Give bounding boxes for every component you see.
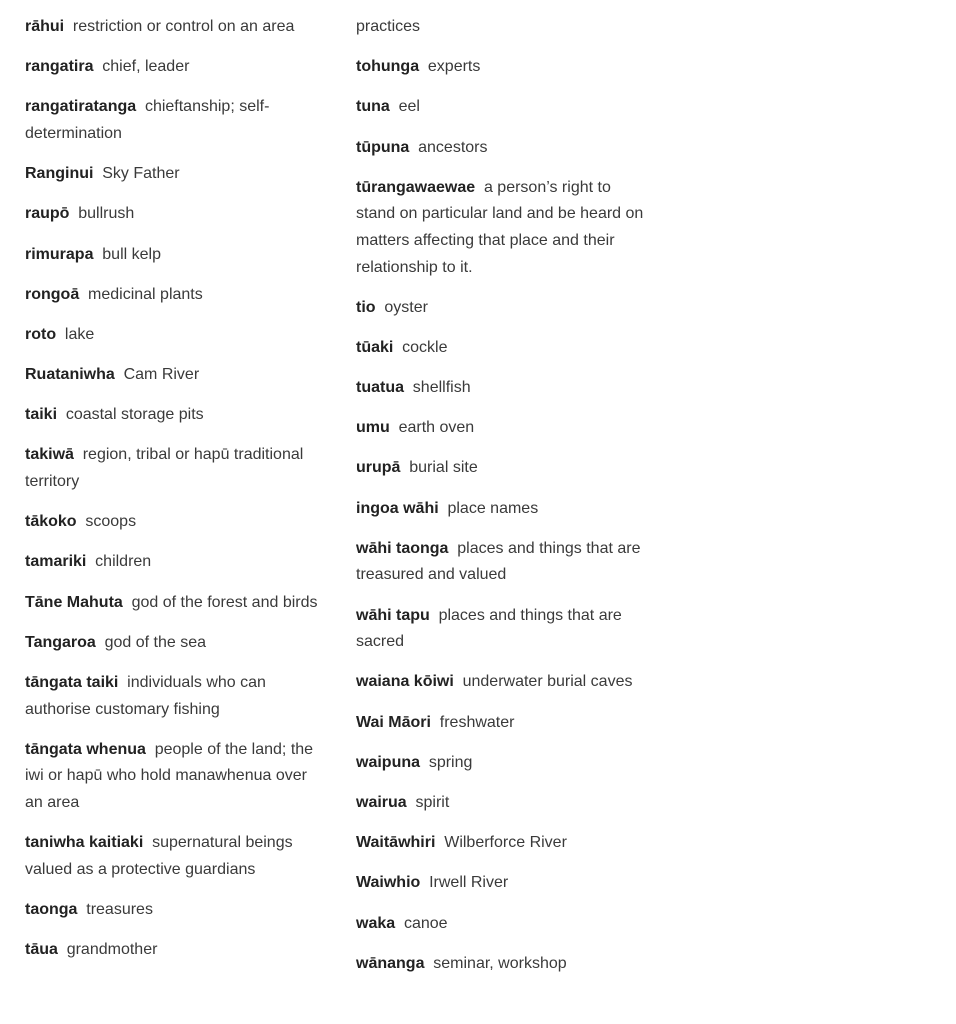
glossary-entry [25,201,325,228]
glossary-definition: spring [428,753,473,771]
glossary-term: rāhui [25,18,65,35]
glossary-definition: god of the sea [104,633,207,651]
glossary-entry [356,135,646,162]
glossary-definition: individuals who can authorise customary fishing [25,674,266,718]
glossary-entry [356,536,646,589]
glossary-definition: region, tribal or hapū traditional territory [25,446,304,491]
glossary-term: wāhi tapu [356,606,430,624]
glossary-entry [356,830,646,857]
glossary-term: roto [25,325,57,343]
glossary-definition: places and things that are treasured and valued [356,539,641,584]
glossary-entry [356,295,646,322]
glossary-entry [25,509,325,536]
glossary-column-right [356,14,646,991]
glossary-entry [25,402,325,429]
glossary-term: tio [356,298,376,316]
glossary-term: Waiwhio [356,874,421,892]
glossary-definition: experts [427,58,481,76]
glossary-term: tākoko [25,513,77,531]
glossary-term: waiana kōiwi [356,673,454,691]
glossary-term: tāngata whenua [25,740,146,758]
glossary-definition: shellfish [412,379,471,397]
glossary-continuation-text: practices [356,18,421,35]
glossary-definition: a person’s right to stand on particular land and be heard on matters affecting that place and their relationship to it. [356,178,644,276]
glossary-entry [25,590,325,617]
glossary-term: rangatira [25,58,94,76]
glossary-definition: oyster [384,298,428,316]
glossary-definition: chief, leader [102,58,190,76]
glossary-definition: Cam River [123,366,200,384]
glossary-term: wairua [356,793,407,811]
glossary-entry [25,737,325,817]
glossary-term: takiwā [25,446,74,464]
glossary-term: tuatua [356,379,404,397]
glossary-entry [25,242,325,269]
glossary-term: rangatiratanga [25,98,137,116]
glossary-definition: bullrush [78,205,135,223]
glossary-entry [356,710,646,737]
glossary-term: Tāne Mahuta [25,593,123,611]
glossary-entry [25,937,325,964]
glossary-term: Wai Māori [356,713,431,731]
glossary-term: tūrangawaewae [356,178,476,196]
glossary-term: rongoā [25,285,80,303]
glossary-term: wānanga [356,954,425,972]
glossary-term: taonga [25,900,78,918]
glossary-definition: people of the land; the iwi or hapū who hold manawhenua over an area [25,740,314,811]
glossary-definition: freshwater [439,713,515,731]
glossary-term: waka [356,914,396,932]
glossary-entry [356,951,646,978]
glossary-definition: lake [64,325,95,343]
glossary-definition: coastal storage pits [65,406,204,424]
glossary-entry [25,362,325,389]
glossary-term: tāngata taiki [25,674,119,691]
glossary-definition: treasures [86,900,153,918]
glossary-entry [356,870,646,897]
glossary-entry [356,603,646,656]
glossary-entry [25,670,325,723]
glossary-term: taniwha kaitiaki [25,834,144,852]
glossary-definition: ancestors [418,138,488,156]
glossary-term: raupō [25,205,70,223]
glossary-entry [356,750,646,777]
glossary-definition: chieftanship; self-determination [25,98,270,142]
glossary-definition: earth oven [398,419,475,437]
glossary-term: waipuna [356,753,421,771]
glossary-term: tohunga [356,58,420,76]
glossary-entry [25,549,325,576]
glossary-definition: underwater burial caves [462,673,633,691]
glossary-entry [25,897,325,924]
glossary-definition: Irwell River [429,874,509,892]
glossary-entry [25,442,325,495]
glossary-entry [25,630,325,657]
glossary-term: Ranginui [25,165,94,183]
glossary-term: Waitāwhiri [356,834,436,852]
glossary-term: Tangaroa [25,633,96,651]
glossary-definition: bull kelp [102,245,161,263]
glossary-definition: spirit [415,793,450,811]
glossary-term: umu [356,419,390,437]
glossary-term: taiki [25,406,58,424]
glossary-definition: place names [447,499,539,517]
glossary-definition: scoops [85,513,137,531]
glossary-entry [356,94,646,121]
glossary-entry [356,54,646,81]
glossary-term: urupā [356,459,401,477]
glossary-entry [25,14,325,41]
glossary-definition: places and things that are sacred [356,606,622,651]
glossary-term: tuna [356,98,390,116]
glossary-definition: restriction or control on an area [72,18,295,35]
glossary-definition: eel [398,98,420,116]
glossary-entry [25,94,325,147]
glossary-term: rimurapa [25,245,94,263]
glossary-entry [356,335,646,362]
glossary-definition: Sky Father [102,165,180,183]
glossary-entry [25,322,325,349]
glossary-entry [356,669,646,696]
glossary-definition: cockle [402,338,448,356]
glossary-definition: medicinal plants [88,285,203,303]
glossary-entry [25,161,325,188]
glossary-entry [356,175,646,281]
glossary-term: Ruataniwha [25,366,115,384]
glossary-definition: god of the forest and birds [131,593,318,611]
glossary-entry [25,282,325,309]
glossary-definition: canoe [403,914,448,932]
glossary-term: tūaki [356,338,394,356]
glossary-definition: seminar, workshop [433,954,567,972]
glossary-term: tamariki [25,553,87,571]
glossary-column-left [25,14,325,977]
glossary-definition: Wilberforce River [444,834,567,852]
glossary-entry [25,830,325,883]
glossary-definition: supernatural beings valued as a protective guardians [25,834,293,878]
glossary-entry [356,790,646,817]
glossary-entry [25,54,325,81]
glossary-term: wāhi taonga [356,539,449,557]
glossary-term: tūpuna [356,138,410,156]
glossary-definition: burial site [409,459,478,477]
glossary-entry [356,496,646,523]
glossary-definition: grandmother [66,941,158,959]
glossary-entry [356,911,646,938]
glossary-definition: children [95,553,152,571]
glossary-term: ingoa wāhi [356,499,439,517]
glossary-term: tāua [25,941,58,959]
glossary-entry [356,415,646,442]
glossary-entry [356,375,646,402]
glossary-entry [356,455,646,482]
